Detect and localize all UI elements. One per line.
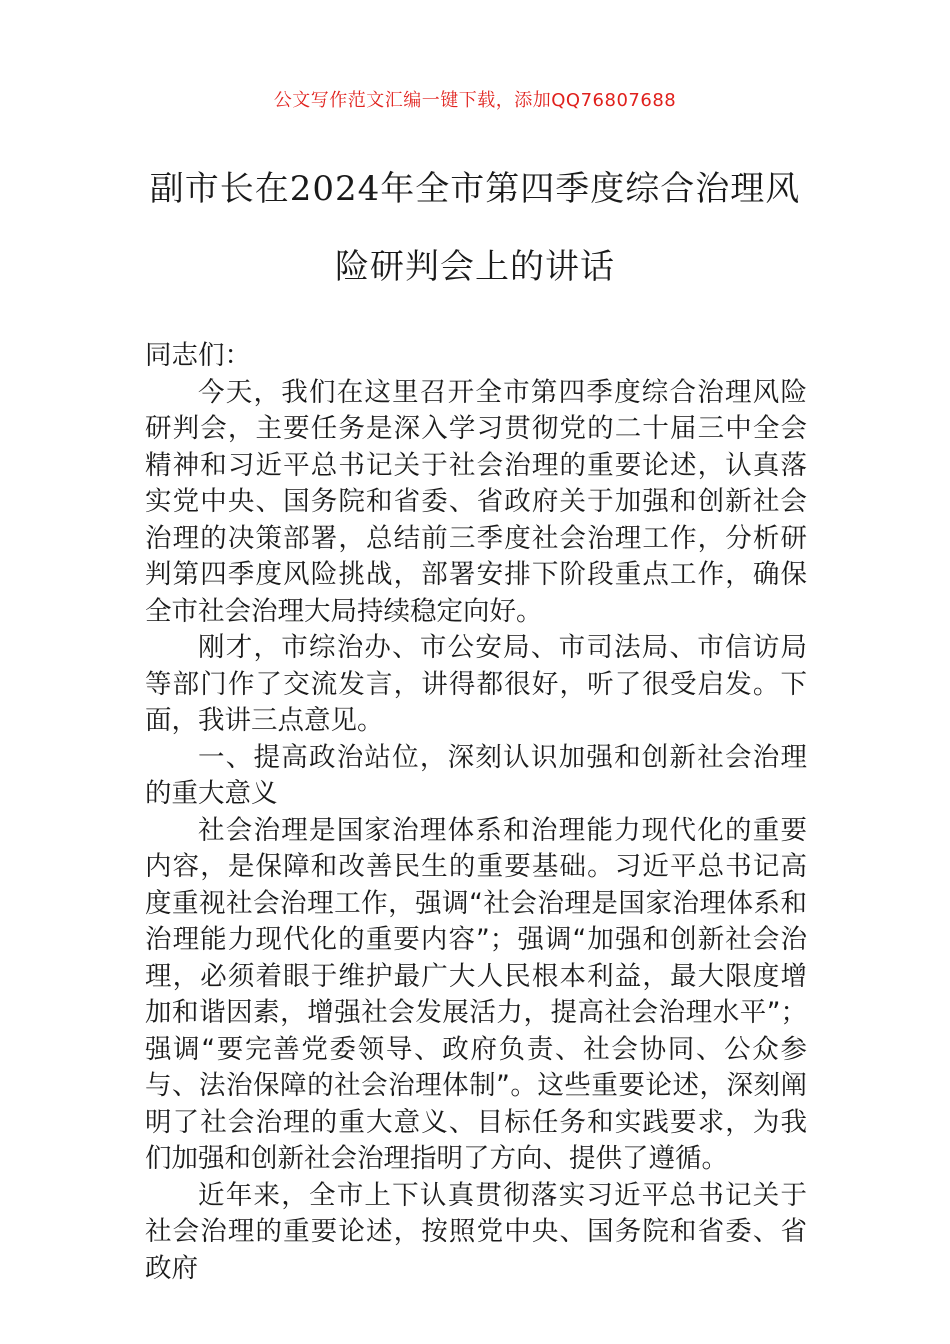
paragraph-significance: 社会治理是国家治理体系和治理能力现代化的重要内容，是保障和改善民生的重要基础。习近平总书记高度重视社会治理工作，强调“社会治理是国家治理体系和治理能力现代化的重要内容”；强调“加强和创新社会治理，必须着眼于维护最广大人民根本利益，最大限度增加和谐因素，增强社会发展活力，提高社会治理水平”；强调“要完善党委领导、政府负责、社会协同、公众参与、法治保障的社会治理体制”。这些重要论述，深刻阐明了社会治理的重大意义、目标任务和实践要求，为我们加强和创新社会治理指明了方向、提供了遵循。 [145, 814, 807, 1174]
title-line-2: 险研判会上的讲话 [335, 247, 615, 287]
title-line-1: 副市长在2024年全市第四季度综合治理风 [149, 169, 801, 209]
document-body [145, 338, 807, 1287]
section-heading-1: 一、提高政治站位，深刻认识加强和创新社会治理的重大意义 [145, 741, 807, 809]
paragraph-opening: 今天，我们在这里召开全市第四季度综合治理风险研判会，主要任务是深入学习贯彻党的二十届三中全会精神和习近平总书记关于社会治理的重要论述，认真落实党中央、国务院和省委、省政府关于加强和创新社会治理的决策部署，总结前三季度社会治理工作，分析研判第四季度风险挑战，部署安排下阶段重点工作，确保全市社会治理大局持续稳定向好。 [145, 376, 807, 627]
download-banner: 公文写作范文汇编一键下载，添加QQ76807688 [273, 90, 677, 111]
document-title [120, 150, 830, 306]
paragraph-recent-years: 近年来，全市上下认真贯彻落实习近平总书记关于社会治理的重要论述，按照党中央、国务院和省委、省政府 [145, 1179, 807, 1284]
paragraph-transition: 刚才，市综治办、市公安局、市司法局、市信访局等部门作了交流发言，讲得都很好，听了很受启发。下面，我讲三点意见。 [145, 632, 807, 736]
salutation: 同志们： [145, 340, 251, 371]
